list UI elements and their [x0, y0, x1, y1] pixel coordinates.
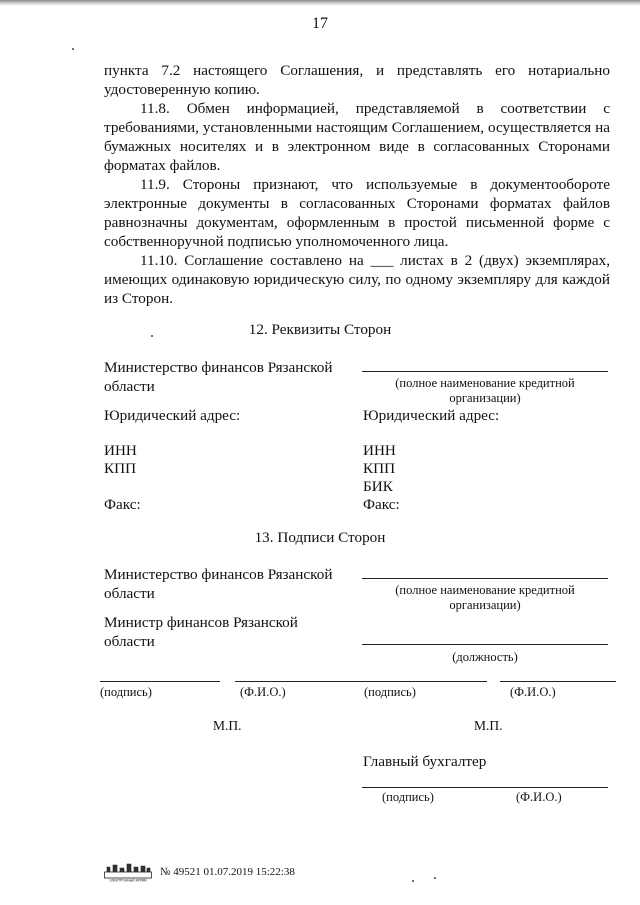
s12-right-fax: Факс:: [363, 496, 400, 513]
s13-left-sign-line: [100, 681, 220, 682]
stamp-logo-text: ЭЛЕКТРОННЫЙ АРХИВ: [109, 878, 147, 882]
s13-right-position-line: [362, 644, 608, 645]
s13-left-name-caption: (Ф.И.О.): [240, 685, 286, 699]
s13-right-name-caption: (Ф.И.О.): [510, 685, 556, 699]
paragraph-11-10: 11.10. Соглашение составлено на ___ листах в 2 (двух) экземплярах, имеющих одинаковую юридическую силу, по одному экземпляру для каждой из Сторон.: [104, 252, 610, 307]
s13-left-position-line1: Министр финансов Рязанской: [104, 614, 298, 631]
s13-accountant-name-caption: (Ф.И.О.): [516, 790, 562, 804]
s12-right-address: Юридический адрес:: [363, 407, 500, 424]
s13-left-seal: М.П.: [213, 718, 242, 733]
scan-edge: [0, 0, 640, 6]
scan-speck: [151, 335, 153, 337]
s12-left-address: Юридический адрес:: [104, 407, 241, 424]
s12-left-org-line1: Министерство финансов Рязанской: [104, 359, 333, 376]
scan-speck: [412, 880, 414, 882]
scan-speck: [72, 48, 74, 50]
s13-accountant-title: Главный бухгалтер: [363, 753, 487, 770]
s13-left-position-line2: области: [104, 633, 155, 650]
archive-stamp-logo: [104, 862, 152, 882]
section-12-heading: 12. Реквизиты Сторон: [248, 321, 392, 338]
s12-right-bik: БИК: [363, 478, 393, 495]
s13-left-sign-caption: (подпись): [100, 685, 152, 699]
paragraph-11-8: 11.8. Обмен информацией, представляемой в соответствии с требованиями, установленными настоящим Соглашением, осуществляется на бумажных носителях и в электронном виде в согласованных Сторонами форматах файлов.: [104, 100, 610, 174]
s13-left-org-line2: области: [104, 585, 155, 602]
registration-info: № 49521 01.07.2019 15:22:38: [160, 866, 295, 878]
s12-left-fax: Факс:: [104, 496, 141, 513]
s12-left-inn: ИНН: [104, 442, 137, 459]
s13-right-seal: М.П.: [474, 718, 503, 733]
s13-right-position-caption: (должность): [452, 650, 518, 664]
section-13-heading: 13. Подписи Сторон: [254, 529, 386, 546]
s12-right-caption-line2: организации): [449, 391, 521, 405]
page-number: 17: [312, 15, 328, 32]
s13-accountant-sign-caption: (подпись): [382, 790, 434, 804]
s12-left-kpp: КПП: [104, 460, 137, 477]
s13-right-caption-line1: (полное наименование кредитной: [395, 583, 575, 597]
s12-right-inn: ИНН: [363, 442, 396, 459]
s13-left-org-line1: Министерство финансов Рязанской: [104, 566, 333, 583]
s13-name-line: [235, 681, 487, 682]
paragraph-11-9: 11.9. Стороны признают, что используемые в документообороте электронные документы в согласованных Сторонами форматах файлов равнозначны документам, оформленным в простой письменной форме с собственноручной подписью уполномоченного лица.: [104, 176, 610, 250]
s12-left-org-line2: области: [104, 378, 155, 395]
document-body: [104, 61, 610, 308]
s13-accountant-line: [362, 787, 608, 788]
s13-right-name-line: [500, 681, 616, 682]
scan-speck: [434, 877, 436, 879]
paragraph-continuation: пункта 7.2 настоящего Соглашения, и представлять его нотариально удостоверенную копию.: [104, 62, 610, 98]
s12-right-kpp: КПП: [363, 460, 396, 477]
s12-right-caption-line1: (полное наименование кредитной: [395, 376, 575, 390]
s13-right-caption-line2: организации): [449, 598, 521, 612]
s12-right-org-line: [362, 371, 608, 372]
s13-right-sign-caption: (подпись): [364, 685, 416, 699]
s13-right-org-line: [362, 578, 608, 579]
